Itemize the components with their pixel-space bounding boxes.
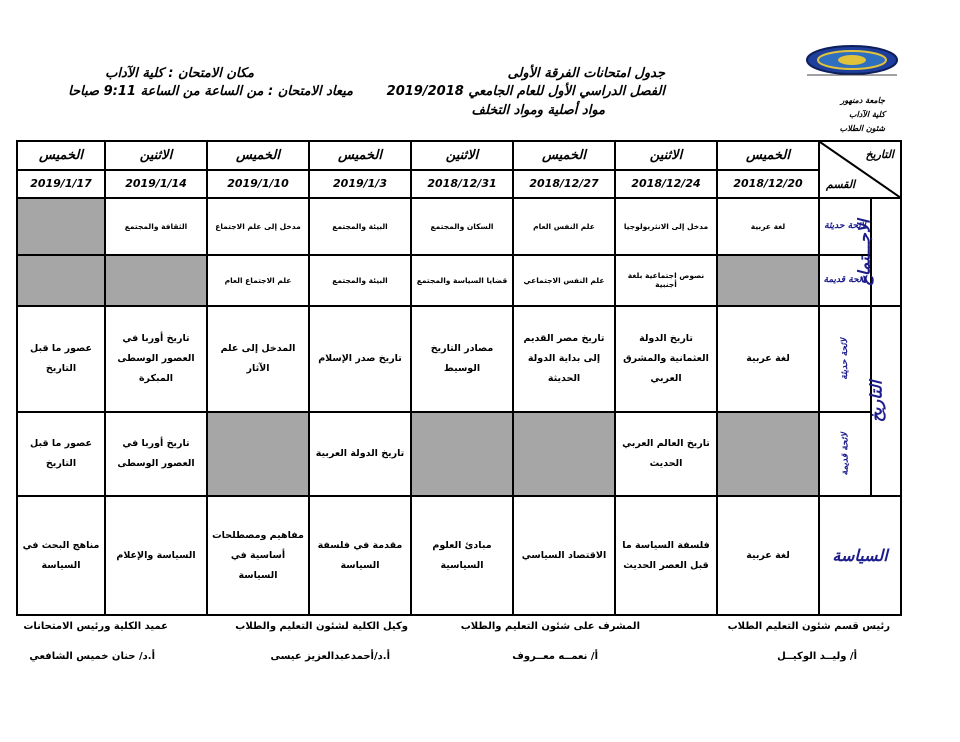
affairs-name: شئون الطلاب — [839, 124, 885, 133]
date-header: 2019/1/3 — [309, 170, 411, 199]
signature-name: أ.د/أحمدعبدالعزيز عيسى — [270, 651, 390, 662]
faculty-name: كلية الآداب — [848, 110, 885, 119]
exam-cell: السياسة والإعلام — [105, 496, 207, 615]
exam-cell: فلسفة السياسة ما قبل العصر الحديث — [615, 496, 717, 615]
history-new-row — [17, 306, 901, 412]
corner-dept-label: القسم — [826, 178, 856, 192]
regulation-label-vertical: لائحة قديمة — [819, 412, 871, 496]
date-header: 2019/1/14 — [105, 170, 207, 199]
empty-cell — [17, 198, 105, 254]
exam-cell: مدخل إلى الانثربولوجيا — [615, 198, 717, 254]
regulation-label-vertical: لائحة حديثة — [819, 306, 871, 412]
exam-cell: مصادر التاريخ الوسيط — [411, 306, 513, 412]
exam-cell: البيئة والمجتمع — [309, 255, 411, 306]
day-header: الخميس — [717, 141, 819, 170]
exam-cell: لغة عربية — [717, 198, 819, 254]
politics-row — [17, 496, 901, 615]
exam-cell: علم الاجتماع العام — [207, 255, 309, 306]
dept-politics: السياسة — [819, 496, 901, 615]
exam-schedule-table — [16, 140, 902, 616]
exam-cell: تاريخ أوربا في العصور الوسطى المبكرة — [105, 306, 207, 412]
empty-cell — [17, 255, 105, 306]
corner-cell — [819, 141, 901, 198]
signature-title: عميد الكلية ورئيس الامتحانات — [23, 621, 168, 632]
university-block — [840, 94, 885, 136]
date-header: 2018/12/20 — [717, 170, 819, 199]
signature-name: أ/ نعمــه معــروف — [512, 651, 598, 662]
exam-cell: نصوص اجتماعية بلغة أجنبية — [615, 255, 717, 306]
exam-cell: مقدمة في فلسفة السياسة — [309, 496, 411, 615]
corner-date-label: التاريخ — [865, 148, 894, 161]
exam-cell: علم النفس الاجتماعي — [513, 255, 615, 306]
exam-cell: تاريخ الدولة العثمانية والمشرق العربي — [615, 306, 717, 412]
exam-cell: تاريخ صدر الإسلام — [309, 306, 411, 412]
date-header: 2018/12/24 — [615, 170, 717, 199]
exam-cell: علم النفس العام — [513, 198, 615, 254]
day-header: الاثنين — [105, 141, 207, 170]
title-line-1: جدول امتحانات الفرقة الأولى — [507, 66, 665, 81]
exam-cell: مفاهيم ومصطلحات أساسية في السياسة — [207, 496, 309, 615]
empty-cell — [513, 412, 615, 496]
empty-cell — [717, 255, 819, 306]
day-header: الخميس — [17, 141, 105, 170]
exam-place: مكان الامتحان : كلية الآداب — [105, 66, 254, 81]
date-header: 2019/1/17 — [17, 170, 105, 199]
dept-sociology-label: الاجـــتماع — [854, 219, 874, 286]
signature-name: أ/ وليــد الوكيــل — [777, 651, 857, 662]
empty-cell — [207, 412, 309, 496]
exam-cell: لغة عربية — [717, 306, 819, 412]
empty-cell — [105, 255, 207, 306]
title-line-2: الفصل الدراسي الأول للعام الجامعي 2019/2018 — [386, 84, 665, 99]
date-header: 2019/1/10 — [207, 170, 309, 199]
day-header: الخميس — [207, 141, 309, 170]
date-header: 2018/12/27 — [513, 170, 615, 199]
date-header: 2018/12/31 — [411, 170, 513, 199]
exam-cell: قضايا السياسة والمجتمع — [411, 255, 513, 306]
signature-title: وكيل الكلية لشئون التعليم والطلاب — [235, 621, 408, 632]
title-line-3: مواد أصلية ومواد التخلف — [471, 103, 605, 118]
day-header: الاثنين — [615, 141, 717, 170]
day-header: الخميس — [309, 141, 411, 170]
exam-cell: مناهج البحث في السياسة — [17, 496, 105, 615]
exam-cell: الثقافة والمجتمع — [105, 198, 207, 254]
dept-history-label: التاريخ — [866, 380, 886, 422]
sociology-old-row — [17, 255, 901, 306]
signature-title: رئيس قسم شئون التعليم الطلاب — [727, 621, 890, 632]
empty-cell — [411, 412, 513, 496]
signature-name: أ.د/ حنان خميس الشافعي — [29, 651, 155, 662]
exam-cell: عصور ما قبل التاريخ — [17, 306, 105, 412]
empty-cell — [717, 412, 819, 496]
exam-cell: تاريخ أوربا في العصور الوسطى — [105, 412, 207, 496]
exam-cell: تاريخ مصر القديم إلى بداية الدولة الحديثة — [513, 306, 615, 412]
exam-cell: عصور ما قبل التاريخ — [17, 412, 105, 496]
day-header: الخميس — [513, 141, 615, 170]
dates-row — [17, 170, 901, 199]
exam-cell: تاريخ الدولة العربية — [309, 412, 411, 496]
exam-cell: السكان والمجتمع — [411, 198, 513, 254]
exam-cell: المدخل إلى علم الآثار — [207, 306, 309, 412]
regulation-label: لائحة حديثة — [819, 198, 871, 254]
sociology-new-row — [17, 198, 901, 254]
day-header: الاثنين — [411, 141, 513, 170]
regulation-label: لائحة قديمة — [819, 255, 871, 306]
exam-cell: تاريخ العالم العربي الحديث — [615, 412, 717, 496]
dept-history — [866, 306, 901, 496]
exam-cell: مدخل إلى علم الاجتماع — [207, 198, 309, 254]
signature-title: المشرف على شئون التعليم والطلاب — [460, 621, 640, 632]
days-row — [17, 141, 901, 170]
exam-cell: الاقتصاد السياسي — [513, 496, 615, 615]
exam-cell: البيئة والمجتمع — [309, 198, 411, 254]
university-logo — [805, 44, 899, 76]
dept-sociology — [854, 198, 901, 305]
exam-cell: مبادئ العلوم السياسية — [411, 496, 513, 615]
exam-cell: لغة عربية — [717, 496, 819, 615]
exam-time: ميعاد الامتحان : من الساعة من الساعة 9:11 صباحا — [68, 84, 353, 99]
history-old-row — [17, 412, 901, 496]
university-name: جامعة دمنهور — [840, 96, 885, 105]
